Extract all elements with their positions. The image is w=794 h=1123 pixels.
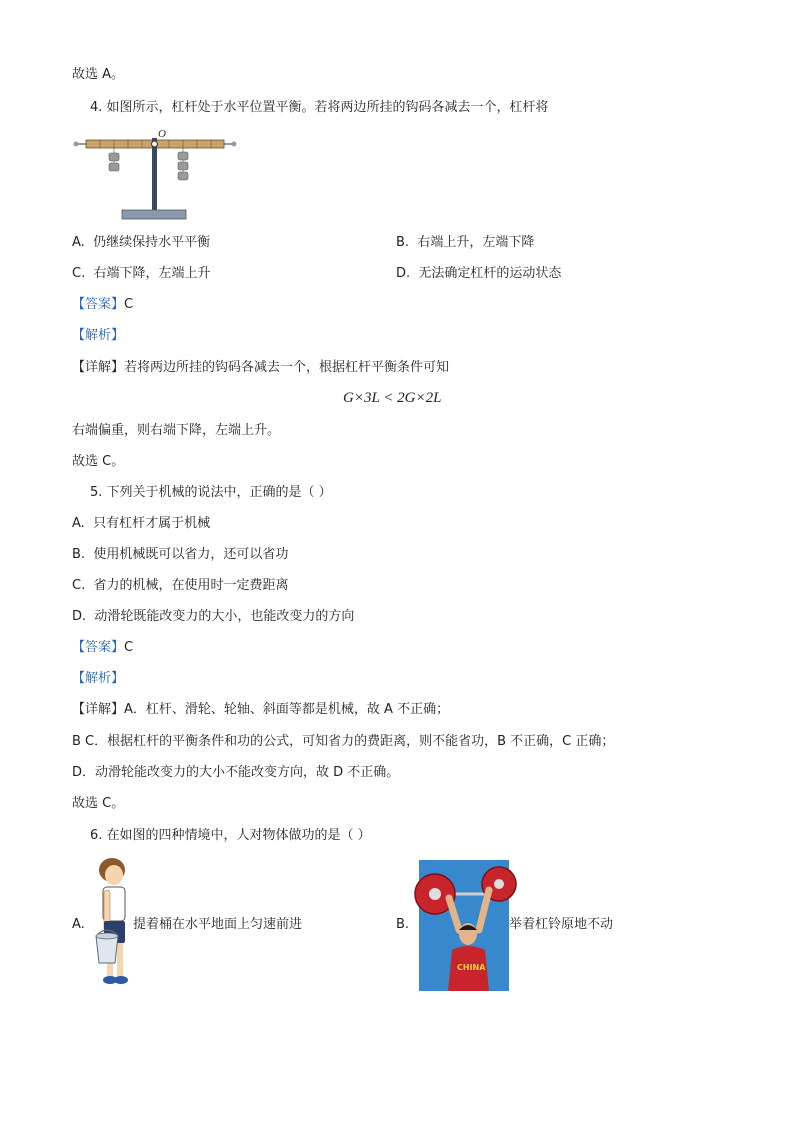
q4-stand-base (122, 210, 186, 219)
q4-analysis-tag: 【解析】 (72, 328, 125, 343)
q4-stem-text: 如图所示，杠杆处于水平位置平衡。若将两边所挂的钩码各减去一个，杠杆将 (106, 100, 549, 115)
q5-option-a: A. 只有杠杆才属于机械 (72, 516, 211, 531)
q5-conclusion: 故选 C。 (72, 796, 125, 811)
q4-option-d: D. 无法确定杠杆的运动状态 (396, 266, 562, 281)
q4-conclusion1: 右端偏重，则右端下降，左端上升。 (72, 423, 281, 438)
q4-stem (90, 99, 549, 117)
q5-detail-d: D．动滑轮能改变力的大小不能改变方向，故 D 不正确。 (72, 765, 400, 780)
q6-option-b-text: 举着杠铃原地不动 (509, 917, 614, 932)
q6-option-a-letter: A. (72, 917, 85, 932)
q5-analysis-tag: 【解析】 (72, 671, 125, 686)
q4-lever-figure (72, 126, 242, 222)
q4-stand-pole (152, 138, 157, 210)
q6-option-a-text: 提着桶在水平地面上匀速前进 (133, 917, 303, 932)
q4-left-weights (109, 148, 119, 171)
q5-option-b: B. 使用机械既可以省力，还可以省功 (72, 547, 289, 562)
q4-option-b: B. 右端上升，左端下降 (396, 235, 535, 250)
q4-conclusion2: 故选 C。 (72, 454, 125, 469)
detail-tag: 【详解】 (72, 360, 125, 375)
q6-number: 6. (90, 828, 103, 843)
q5-option-d: D. 动滑轮既能改变力的大小，也能改变力的方向 (72, 609, 355, 624)
q6-stem: 6. 在如图的四种情境中，人对物体做功的是（ ） (90, 828, 371, 843)
q5-number: 5. (90, 485, 103, 500)
q4-pivot-label: O (158, 128, 166, 140)
q4-formula: G×3L < 2G×2L (343, 390, 442, 406)
q6-option-b-letter: B. (396, 917, 410, 932)
q6-weightlifter-photo (419, 860, 509, 991)
q5-stem: 5. 下列关于机械的说法中，正确的是（ ） (90, 485, 332, 500)
q4-detail: 【详解】若将两边所挂的钩码各减去一个，根据杠杆平衡条件可知 (72, 360, 450, 375)
q5-detail-bc: B C．根据杠杆的平衡条件和功的公式，可知省力的费距离，则不能省功，B 不正确，C 正确； (72, 734, 615, 749)
q4-number: 4. (90, 100, 103, 115)
q4-right-weights (178, 148, 188, 180)
q4-answer: 【答案】C (72, 297, 134, 312)
q6-singlet-text: CHINA (457, 963, 486, 972)
answer-tag: 【答案】 (72, 297, 125, 312)
q5-detail-a: 【详解】A．杠杆、滑轮、轮轴、斜面等都是机械，故 A 不正确； (72, 702, 450, 717)
prev-conclusion: 故选 A。 (72, 67, 125, 82)
q5-option-c: C. 省力的机械，在使用时一定费距离 (72, 578, 289, 593)
q5-answer: 【答案】C (72, 640, 134, 655)
q4-option-c: C. 右端下降，左端上升 (72, 266, 211, 281)
q6-person-carrying-bucket-illustration (92, 856, 136, 990)
q4-option-a: A. 仍继续保持水平平衡 (72, 235, 211, 250)
